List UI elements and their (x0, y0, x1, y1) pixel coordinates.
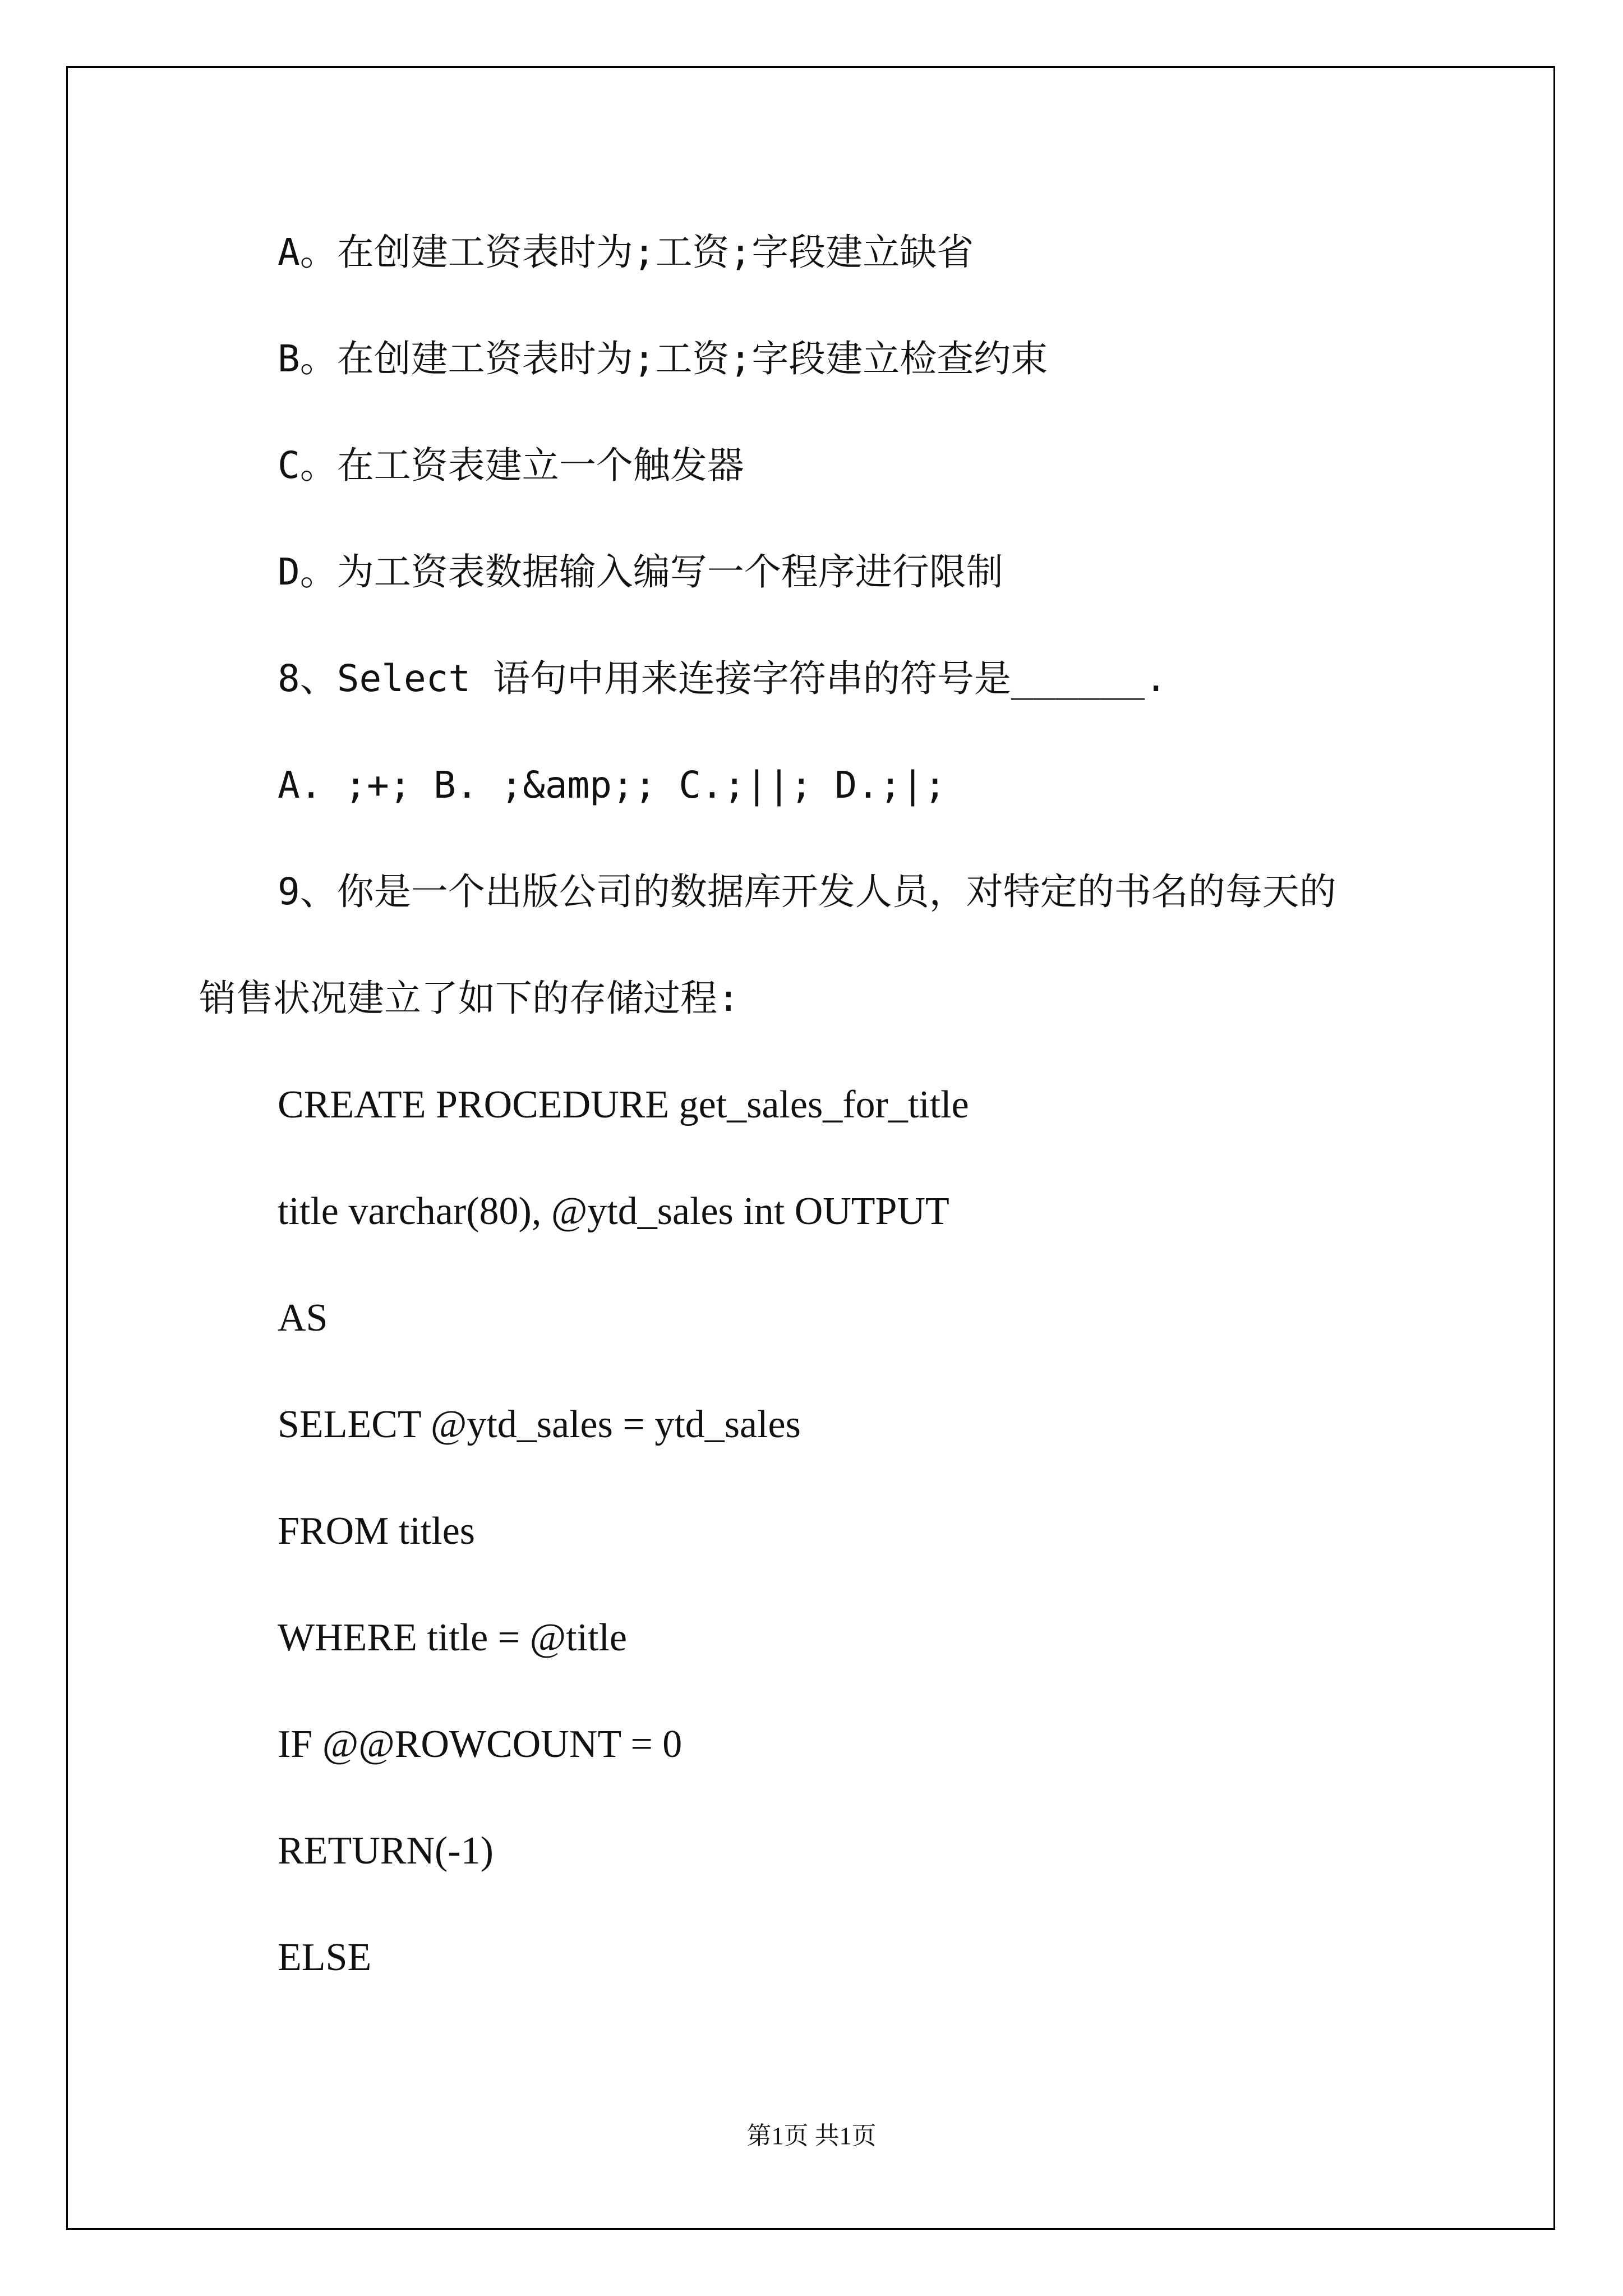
code-line: IF @@ROWCOUNT = 0 (278, 1723, 683, 1766)
code-line: CREATE PROCEDURE get_sales_for_title (278, 1083, 969, 1126)
question-9-line: 9、你是一个出版公司的数据库开发人员，对特定的书名的每天的 (278, 870, 1336, 913)
page-border (66, 66, 1555, 2230)
code-line: RETURN(-1) (278, 1829, 494, 1872)
option-c-line: C。在工资表建立一个触发器 (278, 444, 744, 487)
code-line: ELSE (278, 1936, 372, 1979)
option-b-line: B。在创建工资表时为;工资;字段建立检查约束 (278, 337, 1048, 380)
question-9-continuation-line: 销售状况建立了如下的存储过程: (199, 977, 740, 1020)
option-d-line: D。为工资表数据输入编写一个程序进行限制 (278, 550, 1003, 593)
code-line: FROM titles (278, 1510, 476, 1553)
question-8-options-line: A. ;+; B. ;&amp;; C.;||; D.;|; (278, 763, 947, 807)
code-line: WHERE title = @title (278, 1616, 627, 1659)
code-line: AS (278, 1296, 328, 1340)
page-footer: 第1页 共1页 (746, 2122, 877, 2150)
code-line: title varchar(80), @ytd_sales int OUTPUT (278, 1190, 949, 1233)
option-a-line: A。在创建工资表时为;工资;字段建立缺省 (278, 231, 974, 274)
question-8-line: 8、Select 语句中用来连接字符串的符号是______. (278, 657, 1168, 700)
code-line: SELECT @ytd_sales = ytd_sales (278, 1403, 801, 1446)
